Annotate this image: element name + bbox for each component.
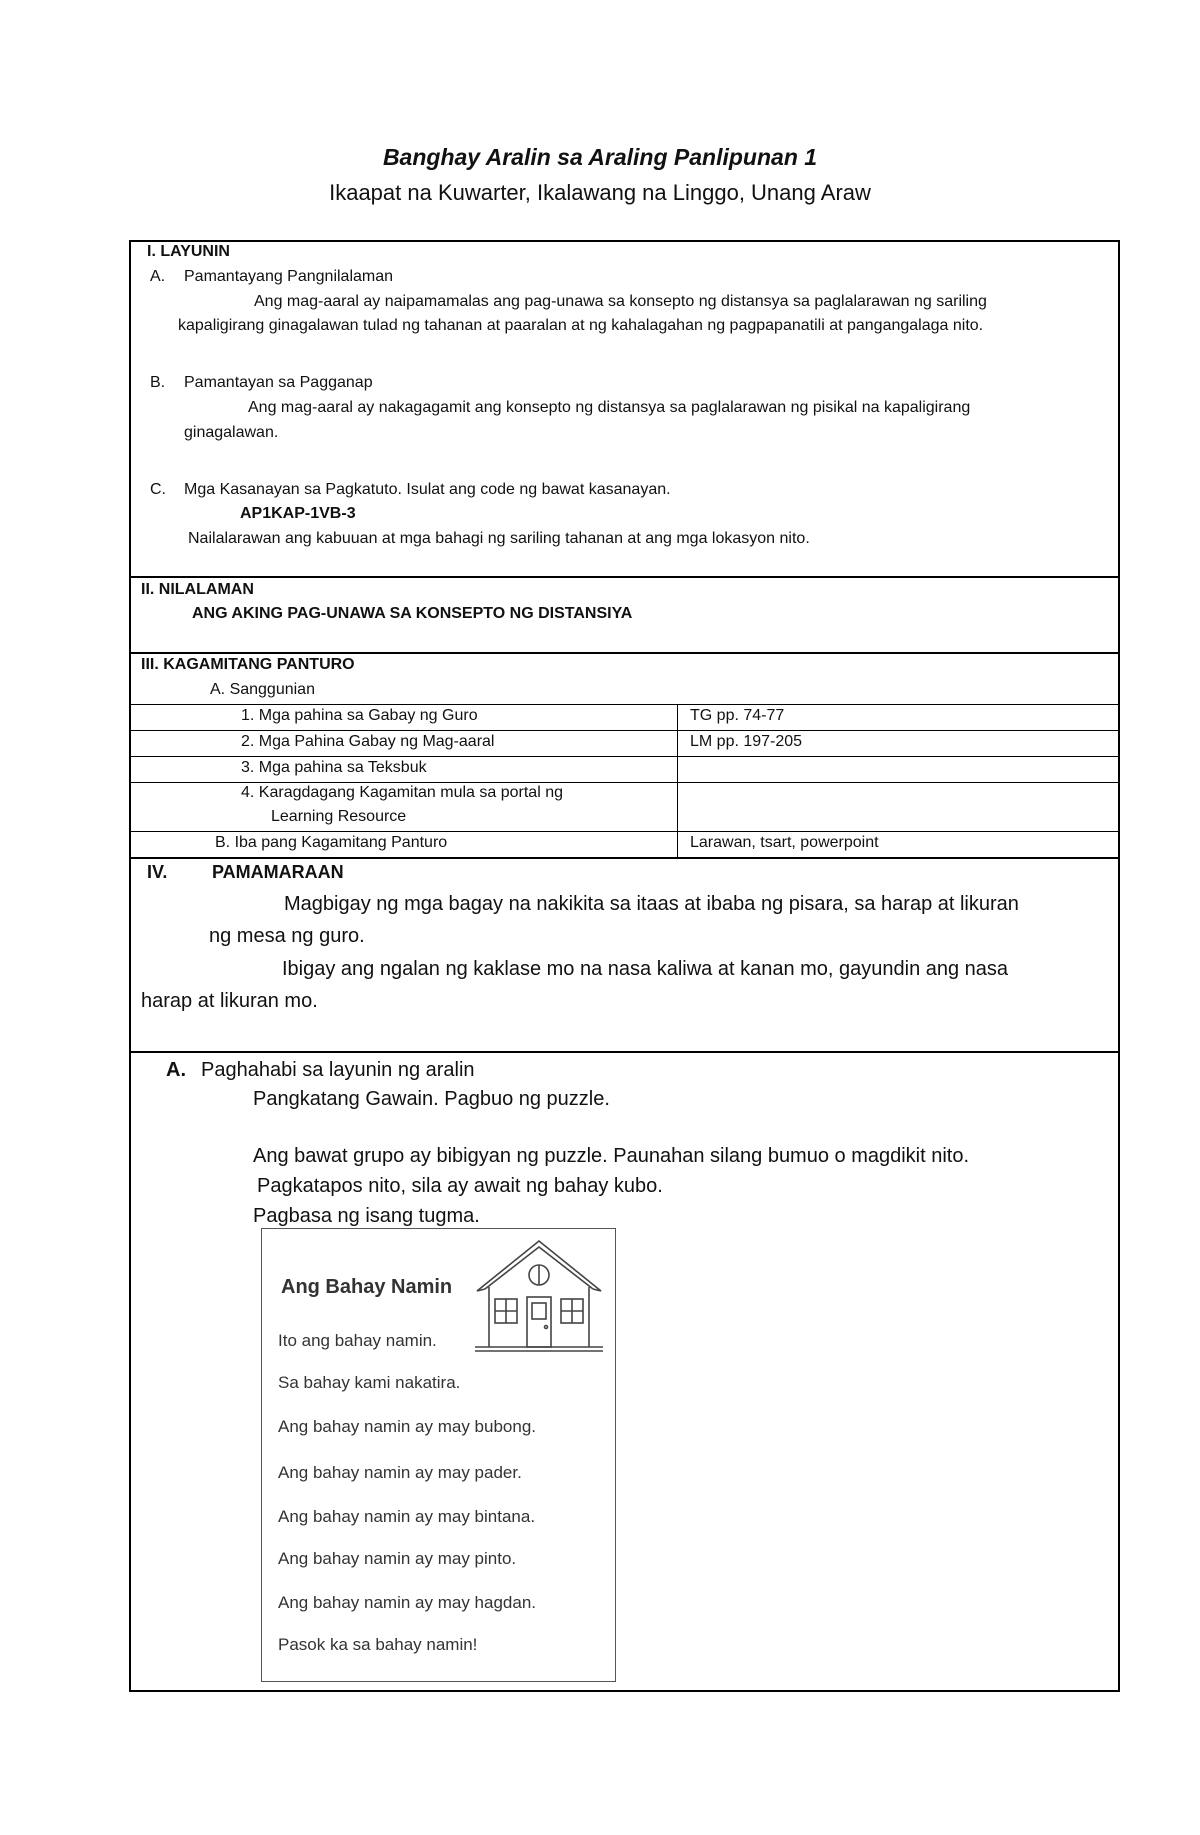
kagamitan-heading: III. KAGAMITANG PANTURO	[141, 656, 355, 673]
layunin-a-text-2: kapaligirang ginagalawan tulad ng tahanan at paaralan at ng kahalagahan ng pagpapanatili at pangangalaga nito.	[178, 317, 984, 334]
pamamaraan-paragraph-1: Magbigay ng mga bagay na nakikita sa itaas at ibaba ng pisara, sa harap at likuran	[284, 893, 1019, 915]
reference-row-value: Larawan, tsart, powerpoint	[690, 834, 879, 851]
divider	[129, 730, 1120, 731]
pamamaraan-paragraph-1-cont: ng mesa ng guro.	[209, 925, 365, 947]
column-divider	[677, 704, 678, 858]
divider	[129, 576, 1120, 578]
layunin-a-text-1: Ang mag-aaral ay naipamamalas ang pag-unawa sa konsepto ng distansya sa paglalarawan ng sariling	[254, 293, 987, 310]
divider	[129, 704, 1120, 705]
layunin-a-title: Pamantayang Pangnilalaman	[184, 268, 394, 285]
section-a-label: A.	[166, 1059, 186, 1081]
layunin-c-label: C.	[150, 481, 166, 498]
reference-row-label: 3. Mga pahina sa Teksbuk	[241, 759, 427, 776]
activity-line: Pagkatapos nito, sila ay await ng bahay kubo.	[257, 1175, 663, 1197]
document-title: Banghay Aralin sa Araling Panlipunan 1	[382, 144, 818, 170]
poem-title: Ang Bahay Namin	[281, 1276, 453, 1298]
house-icon	[471, 1235, 607, 1355]
reference-row-label: 2. Mga Pahina Gabay ng Mag-aaral	[241, 733, 495, 750]
document-subtitle: Ikaapat na Kuwarter, Ikalawang na Linggo, Unang Araw	[329, 180, 871, 205]
layunin-c-title: Mga Kasanayan sa Pagkatuto. Isulat ang code ng bawat kasanayan.	[184, 481, 671, 498]
poem-line: Pasok ka sa bahay namin!	[278, 1635, 478, 1654]
reference-row-label: 1. Mga pahina sa Gabay ng Guro	[241, 707, 478, 724]
reference-row-label: B. Iba pang Kagamitang Panturo	[215, 834, 448, 851]
sanggunian-label: A. Sanggunian	[210, 681, 315, 698]
layunin-c-text: Nailalarawan ang kabuuan at mga bahagi ng sariling tahanan at ang mga lokasyon nito.	[188, 530, 810, 547]
layunin-b-text-1: Ang mag-aaral ay nakagagamit ang konsepto ng distansya sa paglalarawan ng pisikal na kapaligirang	[248, 399, 971, 416]
activity-line: Ang bawat grupo ay bibigyan ng puzzle. Paunahan silang bumuo o magdikit nito.	[253, 1145, 970, 1167]
nilalaman-text: ANG AKING PAG-UNAWA SA KONSEPTO NG DISTANSIYA	[192, 605, 633, 622]
reference-row-value: LM pp. 197-205	[690, 733, 803, 750]
divider	[129, 831, 1120, 832]
pamamaraan-paragraph-2-cont: harap at likuran mo.	[141, 990, 318, 1012]
activity-line: Pangkatang Gawain. Pagbuo ng puzzle.	[253, 1088, 610, 1110]
divider	[129, 756, 1120, 757]
reference-row-label: 4. Karagdagang Kagamitan mula sa portal ng	[241, 784, 563, 801]
poem-line: Ito ang bahay namin.	[278, 1331, 437, 1350]
layunin-b-label: B.	[150, 374, 166, 391]
competency-code: AP1KAP-1VB-3	[240, 505, 356, 522]
poem-line: Ang bahay namin ay may bubong.	[278, 1417, 537, 1436]
layunin-b-title: Pamantayan sa Pagganap	[184, 374, 373, 391]
section-a-title: Paghahabi sa layunin ng aralin	[201, 1059, 475, 1081]
layunin-b-text-2: ginagalawan.	[184, 424, 279, 441]
nilalaman-heading: II. NILALAMAN	[141, 581, 254, 598]
pamamaraan-number: IV.	[147, 862, 168, 882]
poem-line: Ang bahay namin ay may pader.	[278, 1463, 522, 1482]
poem-line: Sa bahay kami nakatira.	[278, 1373, 461, 1392]
poem-line: Ang bahay namin ay may pinto.	[278, 1549, 517, 1568]
layunin-heading: I. LAYUNIN	[147, 243, 230, 260]
layunin-a-label: A.	[150, 268, 166, 285]
reference-row-value: TG pp. 74-77	[690, 707, 785, 724]
activity-line: Pagbasa ng isang tugma.	[253, 1205, 480, 1227]
divider	[129, 857, 1120, 859]
pamamaraan-heading: PAMAMARAAN	[212, 862, 344, 882]
poem-line: Ang bahay namin ay may bintana.	[278, 1507, 536, 1526]
divider	[129, 782, 1120, 783]
divider	[129, 652, 1120, 654]
reference-row-label-cont: Learning Resource	[271, 808, 407, 825]
poem-line: Ang bahay namin ay may hagdan.	[278, 1593, 537, 1612]
divider	[129, 1051, 1120, 1053]
pamamaraan-paragraph-2: Ibigay ang ngalan ng kaklase mo na nasa kaliwa at kanan mo, gayundin ang nasa	[282, 958, 1009, 980]
